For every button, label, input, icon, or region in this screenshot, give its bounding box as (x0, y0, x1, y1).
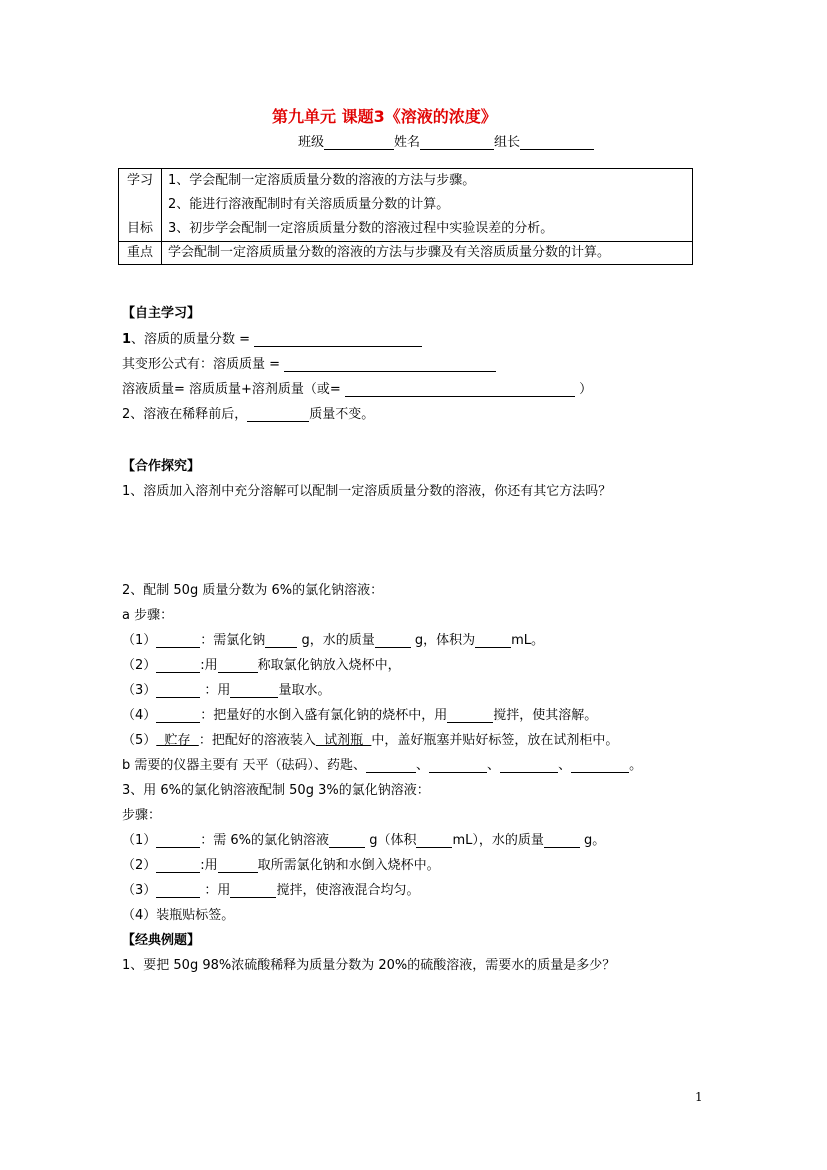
dilution-water-blank[interactable] (544, 833, 580, 848)
stock-mass-blank[interactable] (329, 833, 365, 848)
goals-header-cell (119, 169, 162, 242)
self-study-heading: 【自主学习】 (122, 306, 201, 321)
self-study-q1: 1、溶质的质量分数 = (122, 328, 422, 347)
name-blank[interactable] (420, 135, 494, 150)
self-study-q2: 2、溶液在稀释前后， 质量不变。 (122, 407, 375, 422)
steps-label-a: a 步骤： (122, 608, 174, 623)
key-text: 学会配制一定溶质质量分数的溶液的方法与步骤及有关溶质质量分数的计算。 (162, 242, 693, 265)
examples-heading: 【经典例题】 (122, 933, 201, 948)
goal-item: 1、学会配制一定溶质质量分数的溶液的方法与步骤。 (168, 173, 476, 188)
page-number: 1 (695, 1090, 703, 1104)
dilution-step-3: （3） ：用 搅拌，使溶液混合均匀。 (122, 883, 420, 898)
dilution-step-1: （1） ：需 6%的氯化钠溶液 g（体积 mL），水的质量 g。 (122, 833, 606, 848)
instrument-blank[interactable] (500, 758, 558, 773)
student-info-line (298, 131, 594, 150)
dilution-tool-blank[interactable] (218, 858, 258, 873)
coop-q2: 2、配制 50g 质量分数为 6%的氯化钠溶液： (122, 583, 384, 598)
coop-heading: 【合作探究】 (122, 459, 201, 474)
coop-q3: 3、用 6%的氯化钠溶液配制 50g 3%的氯化钠溶液： (122, 783, 430, 798)
dilution-blank[interactable] (247, 407, 309, 422)
nacl-mass-blank[interactable] (265, 633, 297, 648)
step-5: （5） 贮存 ：把配好的溶液装入 试剂瓶 中，盖好瓶塞并贴好标签，放在试剂柜中。 (122, 733, 619, 748)
step-1-name-blank[interactable] (156, 633, 200, 648)
step-1: （1） ：需氯化钠 g，水的质量 g，体积为 mL。 (122, 633, 545, 648)
dilution-step-1-name-blank[interactable] (156, 833, 200, 848)
dilution-step-3-name-blank[interactable] (156, 883, 200, 898)
weighing-tool-blank[interactable] (218, 658, 258, 673)
steps-label: 步骤： (122, 808, 162, 823)
instrument-blank[interactable] (366, 758, 416, 773)
goal-item: 2、能进行溶液配制时有关溶质质量分数的计算。 (168, 197, 450, 212)
solute-mass-blank[interactable] (284, 357, 496, 372)
self-study-q1b: 其变形公式有：溶质质量 = (122, 353, 496, 372)
step-2: （2） :用 称取氯化钠放入烧杯中， (122, 658, 401, 673)
coop-q1: 1、溶质加入溶剂中充分溶解可以配制一定溶质质量分数的溶液，你还有其它方法吗？ (122, 484, 612, 499)
key-label: 重点 (119, 242, 162, 265)
mass-fraction-blank[interactable] (254, 332, 422, 347)
instrument-blank[interactable] (429, 758, 487, 773)
dilution-step-4: （4）装瓶贴标签。 (122, 908, 235, 923)
water-volume-blank[interactable] (475, 633, 511, 648)
stirring-tool-blank[interactable] (447, 708, 493, 723)
stock-volume-blank[interactable] (416, 833, 452, 848)
page-title: 第九单元 课题3《溶液的浓度》 (272, 107, 497, 126)
learning-goals-table (118, 168, 693, 265)
goals-label-1: 学习 (126, 173, 153, 188)
dilution-step-2-name-blank[interactable] (156, 858, 200, 873)
goals-label-2: 目标 (126, 221, 153, 236)
class-label: 班级 (298, 135, 325, 150)
step-4-name-blank[interactable] (156, 708, 200, 723)
name-label: 姓名 (394, 135, 421, 150)
measuring-tool-blank[interactable] (230, 683, 278, 698)
self-study-q1c: 溶液质量= 溶质质量+溶剂质量（或= ） (122, 382, 593, 397)
water-mass-blank[interactable] (375, 633, 411, 648)
solution-mass-blank[interactable] (345, 382, 575, 397)
step-3-name-blank[interactable] (156, 683, 200, 698)
goal-item: 3、初步学会配制一定溶质质量分数的溶液过程中实验误差的分析。 (168, 221, 554, 236)
step-3: （3） ：用 量取水。 (122, 683, 331, 698)
leader-label: 组长 (494, 135, 521, 150)
dilution-step-2: （2） :用 取所需氯化钠和水倒入烧杯中。 (122, 858, 440, 873)
dilution-stir-blank[interactable] (230, 883, 276, 898)
class-blank[interactable] (324, 135, 394, 150)
instruments-line: b 需要的仪器主要有 天平（砝码）、药匙、 、 、 、 。 (122, 758, 643, 773)
instrument-blank[interactable] (571, 758, 629, 773)
step-4: （4） ：把量好的水倒入盛有氯化钠的烧杯中，用 搅拌，使其溶解。 (122, 708, 598, 723)
goals-content-cell (162, 169, 693, 242)
leader-blank[interactable] (520, 135, 594, 150)
example-q1: 1、要把 50g 98%浓硫酸稀释为质量分数为 20%的硫酸溶液，需要水的质量是多少？ (122, 958, 616, 973)
step-2-name-blank[interactable] (156, 658, 200, 673)
